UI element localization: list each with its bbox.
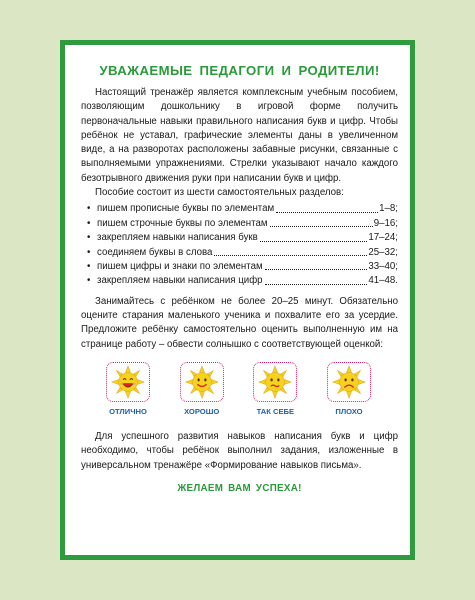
bullet-icon: •	[87, 203, 91, 215]
toc-item	[81, 231, 398, 245]
bullet-icon: •	[87, 261, 91, 272]
bullet-icon: •	[87, 217, 91, 229]
sun-badge[interactable]	[106, 362, 150, 402]
rating-options	[81, 362, 398, 416]
dot-leader	[214, 246, 367, 256]
outro-paragraph: Для успешного развития навыков написания букв и цифр необходимо, чтобы ребёнок выполнил задания, изложенные в универсальном тренажёре «Формирование навыков письма».	[81, 431, 398, 471]
sun-sad-icon	[332, 365, 366, 399]
rating-bad[interactable]	[326, 362, 372, 416]
toc-pages: 9–16;	[373, 217, 398, 229]
table-of-contents	[81, 202, 398, 288]
toc-item	[81, 274, 398, 288]
advice-paragraph: Занимайтесь с ребёнком не более 20–25 минут. Обязательно оцените старания маленького ученика и похвалите его за усердие. Предложите ребёнку самостоятельно оценить выполненную им на странице работу – обвести солнышко с соответствующей оценкой:	[81, 295, 398, 350]
rating-good[interactable]	[179, 362, 225, 416]
rating-label: ХОРОШО	[184, 407, 220, 416]
sections-intro: Пособие состоит из шести самостоятельных разделов:	[95, 187, 344, 199]
closing-wish: ЖЕЛАЕМ ВАМ УСПЕХА!	[177, 482, 302, 494]
toc-pages: 25–32;	[368, 246, 398, 258]
toc-pages: 33–40;	[368, 261, 398, 272]
rating-label: ТАК СЕБЕ	[256, 407, 295, 416]
toc-item	[81, 246, 398, 260]
toc-pages: 41–48.	[368, 275, 398, 287]
toc-label: пишем строчные буквы по элементам	[97, 217, 268, 229]
toc-item	[81, 202, 398, 216]
dot-leader	[270, 217, 373, 227]
rating-label: ОТЛИЧНО	[109, 407, 147, 416]
info-page	[60, 40, 415, 560]
page-title: УВАЖАЕМЫЕ ПЕДАГОГИ И РОДИТЕЛИ!	[99, 63, 380, 78]
bullet-icon: •	[87, 246, 91, 258]
sun-laughing-icon	[111, 365, 145, 399]
toc-item	[81, 217, 398, 231]
toc-pages: 17–24;	[368, 232, 398, 244]
sun-badge[interactable]	[327, 362, 371, 402]
dot-leader	[265, 260, 368, 270]
toc-pages: 1–8;	[379, 203, 398, 215]
intro-paragraph: Настоящий тренажёр является комплексным учебным пособием, позволяющим дошкольнику в игровой форме получить первоначальные навыки правильного написания букв и цифр. Чтобы ребёнок не уставал, графические элементы даны в увеличенном виде, а на разворотах расположены забавные рисунки, связанные с выполняемыми упражнениями. Стрелки указывают начало каждого безотрывного движения руки при написании букв и цифр.	[81, 87, 398, 184]
dot-leader	[265, 274, 368, 284]
toc-label: пишем цифры и знаки по элементам	[97, 261, 263, 272]
rating-excellent[interactable]	[105, 362, 151, 416]
sun-neutral-icon	[258, 365, 292, 399]
rating-label: ПЛОХО	[335, 407, 363, 416]
toc-label: закрепляем навыки написания букв	[97, 232, 258, 244]
sun-smiling-icon	[185, 365, 219, 399]
toc-label: соединяем буквы в слова	[97, 246, 213, 258]
bullet-icon: •	[87, 275, 91, 287]
rating-so-so[interactable]	[252, 362, 298, 416]
dot-leader	[276, 202, 378, 212]
toc-label: закрепляем навыки написания цифр	[97, 275, 263, 287]
toc-item	[81, 260, 398, 274]
sun-badge[interactable]	[180, 362, 224, 402]
dot-leader	[260, 231, 368, 241]
toc-label: пишем прописные буквы по элементам	[97, 203, 275, 215]
bullet-icon: •	[87, 232, 91, 244]
sun-badge[interactable]	[253, 362, 297, 402]
